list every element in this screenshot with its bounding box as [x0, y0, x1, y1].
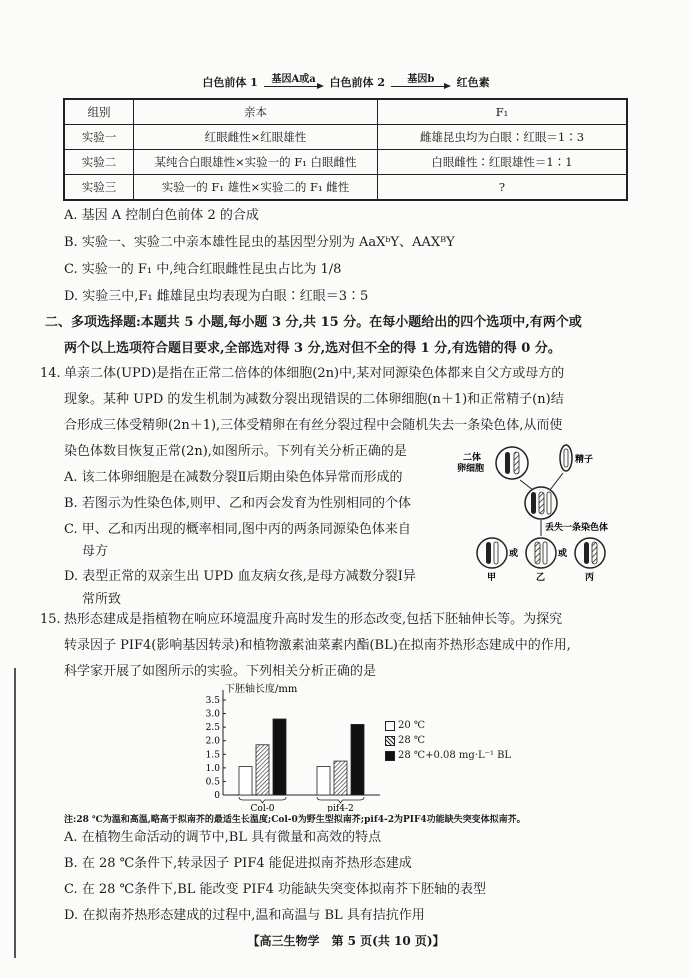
table-header: 亲本 [134, 99, 378, 125]
q15-option-b: B. 在 28 ℃条件下,转录因子 PIF4 能促进拟南芥热形态建成 [64, 856, 412, 871]
y-tick-label: 0.5 [205, 777, 220, 788]
result-cell-yi [526, 538, 556, 568]
q14-stem-line: 单亲二体(UPD)是指在正常二倍体的体细胞(2n)中,某对同源染色体都来自父方或母方的 [64, 366, 565, 381]
experiment-table [63, 98, 628, 201]
q13-option-a: A. 基因 A 控制白色前体 2 的合成 [64, 208, 259, 223]
legend-swatch-hatched [385, 736, 395, 746]
table-cell: 白眼雌性∶红眼雄性＝1∶1 [378, 150, 628, 175]
q14-stem-line: 染色体数目恢复正常(2n),如图所示。下列有关分析正确的是 [64, 444, 407, 459]
section2-heading-line2: 两个以上选项符合题目要求,全部选对得 3 分,选对但不全的得 1 分,有选错的得 0 分。 [64, 341, 561, 356]
category-brace [317, 797, 364, 803]
q14-number: 14. [40, 366, 61, 381]
table-cell: 实验一的 F₁ 雄性×实验二的 F₁ 雌性 [134, 175, 378, 201]
y-tick-label: 0 [214, 791, 220, 801]
upd-diagram-svg [445, 438, 645, 588]
upd-diagram [445, 438, 645, 588]
egg-label-2: 卵细胞 [457, 464, 485, 474]
table-cell: 红眼雌性×红眼雄性 [134, 125, 378, 150]
q14-option-b: B. 若图示为性染色体,则甲、乙和丙会发育为性别相同的个体 [64, 496, 411, 511]
bar-pif4-2-2 [351, 724, 364, 795]
bar-col-0-2 [273, 719, 286, 795]
chart-legend [385, 718, 511, 763]
result-label-jia: 甲 [487, 573, 497, 583]
legend-swatch-black [385, 751, 395, 761]
pathway-arrow-1-label: 基因A或a [271, 74, 316, 85]
page-footer: 【高三生物学 第 5 页(共 10 页)】 [247, 934, 445, 948]
arrow-icon [520, 480, 533, 490]
q14-stem-line: 合形成三体受精卵(2n＋1),三体受精卵在有丝分裂过程中会随机失去一条染色体,从而使 [64, 418, 563, 433]
legend-swatch-white [385, 721, 395, 731]
table-header: 组别 [64, 99, 134, 125]
or-label: 或 [558, 549, 568, 559]
y-tick-label: 3.5 [205, 696, 220, 706]
table-header: F₁ [378, 99, 628, 125]
bar-chart-svg [195, 682, 385, 812]
pathway-arrow-1 [264, 72, 324, 90]
y-tick-label: 3.0 [205, 709, 220, 720]
bar-pif4-2-1 [334, 761, 347, 795]
legend-label: 28 ℃ [398, 735, 426, 746]
pathway-step-3: 红色素 [456, 76, 490, 89]
result-label-yi: 乙 [536, 573, 546, 583]
q14-option-c-cont: 母方 [82, 544, 109, 559]
y-tick-label: 1.5 [205, 750, 220, 761]
pathway-arrow-2 [391, 72, 451, 90]
pathway-arrow-2-label: 基因b [407, 74, 435, 85]
table-cell: 实验二 [64, 150, 134, 175]
q14-stem-line: 现象。某种 UPD 的发生机制为减数分裂出现错误的二体卵细胞(n＋1)和正常精子(n)结 [64, 392, 564, 407]
y-tick-label: 2.0 [205, 736, 220, 747]
legend-label: 28 ℃+0.08 mg·L⁻¹ BL [398, 750, 512, 761]
q15-number: 15. [40, 612, 61, 627]
legend-label: 20 ℃ [398, 720, 426, 731]
table-cell: 雌雄昆虫均为白眼∶红眼＝1∶3 [378, 125, 628, 150]
table-row [64, 175, 627, 201]
q15-option-a: A. 在植物生命活动的调节中,BL 具有微量和高效的特点 [64, 830, 382, 845]
q15-option-c: C. 在 28 ℃条件下,BL 能改变 PIF4 功能缺失突变体拟南芥下胚轴的表型 [64, 882, 486, 897]
legend-item [385, 748, 511, 763]
q14-option-a: A. 该二体卵细胞是在减数分裂Ⅱ后期由染色体异常而形成的 [64, 470, 403, 485]
table-row [64, 150, 627, 175]
bar-col-0-0 [239, 767, 252, 796]
q13-option-b: B. 实验一、实验二中亲本雄性昆虫的基因型分别为 AaXᵇY、AAXᴮY [64, 235, 455, 250]
result-cell-bing [575, 538, 605, 568]
section2-heading-line1: 二、多项选择题:本题共 5 小题,每小题 3 分,共 15 分。在每小题给出的四个选项中,有两个或 [45, 315, 582, 330]
page-border [14, 668, 16, 958]
table-header-row [64, 99, 627, 125]
q15-stem-line: 热形态建成是指植物在响应环境温度升高时发生的形态改变,包括下胚轴伸长等。为探究 [64, 612, 563, 627]
table-cell: 实验三 [64, 175, 134, 201]
bar-col-0-1 [256, 745, 269, 795]
arrow-icon [550, 473, 563, 490]
legend-item [385, 718, 511, 733]
pathway-step-1: 白色前体 1 [202, 76, 258, 89]
arrow-right-icon [317, 83, 324, 89]
legend-item [385, 733, 511, 748]
result-cell-jia [477, 538, 507, 568]
category-brace [239, 797, 286, 803]
result-label-bing: 丙 [585, 573, 595, 583]
q14-option-c: C. 甲、乙和丙出现的概率相同,图中丙的两条同源染色体来自 [64, 522, 411, 537]
trisomic-zygote [525, 487, 557, 519]
bar-pif4-2-0 [317, 767, 330, 796]
q15-stem-line: 转录因子 PIF4(影响基因转录)和植物激素油菜素内酯(BL)在拟南芥热形态建成中的作用, [64, 638, 571, 653]
y-tick-label: 2.5 [205, 723, 220, 734]
x-tick-label: Col-0 [250, 804, 275, 812]
table-row [64, 125, 627, 150]
x-tick-label: pif4-2 [327, 804, 354, 812]
table-cell: 某纯合白眼雄性×实验一的 F₁ 白眼雌性 [134, 150, 378, 175]
pigment-pathway [0, 72, 692, 90]
table-cell: 实验一 [64, 125, 134, 150]
egg-cell [496, 447, 528, 479]
y-axis-label: 下胚轴长度/mm [225, 684, 298, 695]
sperm-cell [560, 445, 572, 471]
egg-label-1: 二体 [463, 453, 482, 463]
pathway-step-2: 白色前体 2 [329, 76, 385, 89]
q14-option-d: D. 表型正常的双亲生出 UPD 血友病女孩,是母方减数分裂Ⅰ异 [64, 569, 416, 584]
y-tick-label: 1.0 [205, 763, 220, 774]
or-label: 或 [509, 549, 519, 559]
loss-label: 丢失一条染色体 [545, 523, 609, 533]
q15-stem-line: 科学家开展了如图所示的实验。下列相关分析正确的是 [64, 664, 377, 679]
q13-option-d: D. 实验三中,F₁ 雌雄昆虫均表现为白眼∶红眼＝3∶5 [64, 289, 369, 304]
q13-option-c: C. 实验一的 F₁ 中,纯合红眼雌性昆虫占比为 1/8 [64, 262, 342, 277]
chart-note: 注:28 ℃为温和高温,略高于拟南芥的最适生长温度;Col-0为野生型拟南芥;pif4-2为PIF4功能缺失突变体拟南芥。 [64, 815, 526, 825]
sperm-label: 精子 [575, 455, 594, 465]
table-cell: ? [378, 175, 628, 201]
q14-option-d-cont: 常所致 [82, 592, 122, 607]
arrow-right-icon [444, 83, 451, 89]
q15-option-d: D. 在拟南芥热形态建成的过程中,温和高温与 BL 具有拮抗作用 [64, 908, 425, 923]
